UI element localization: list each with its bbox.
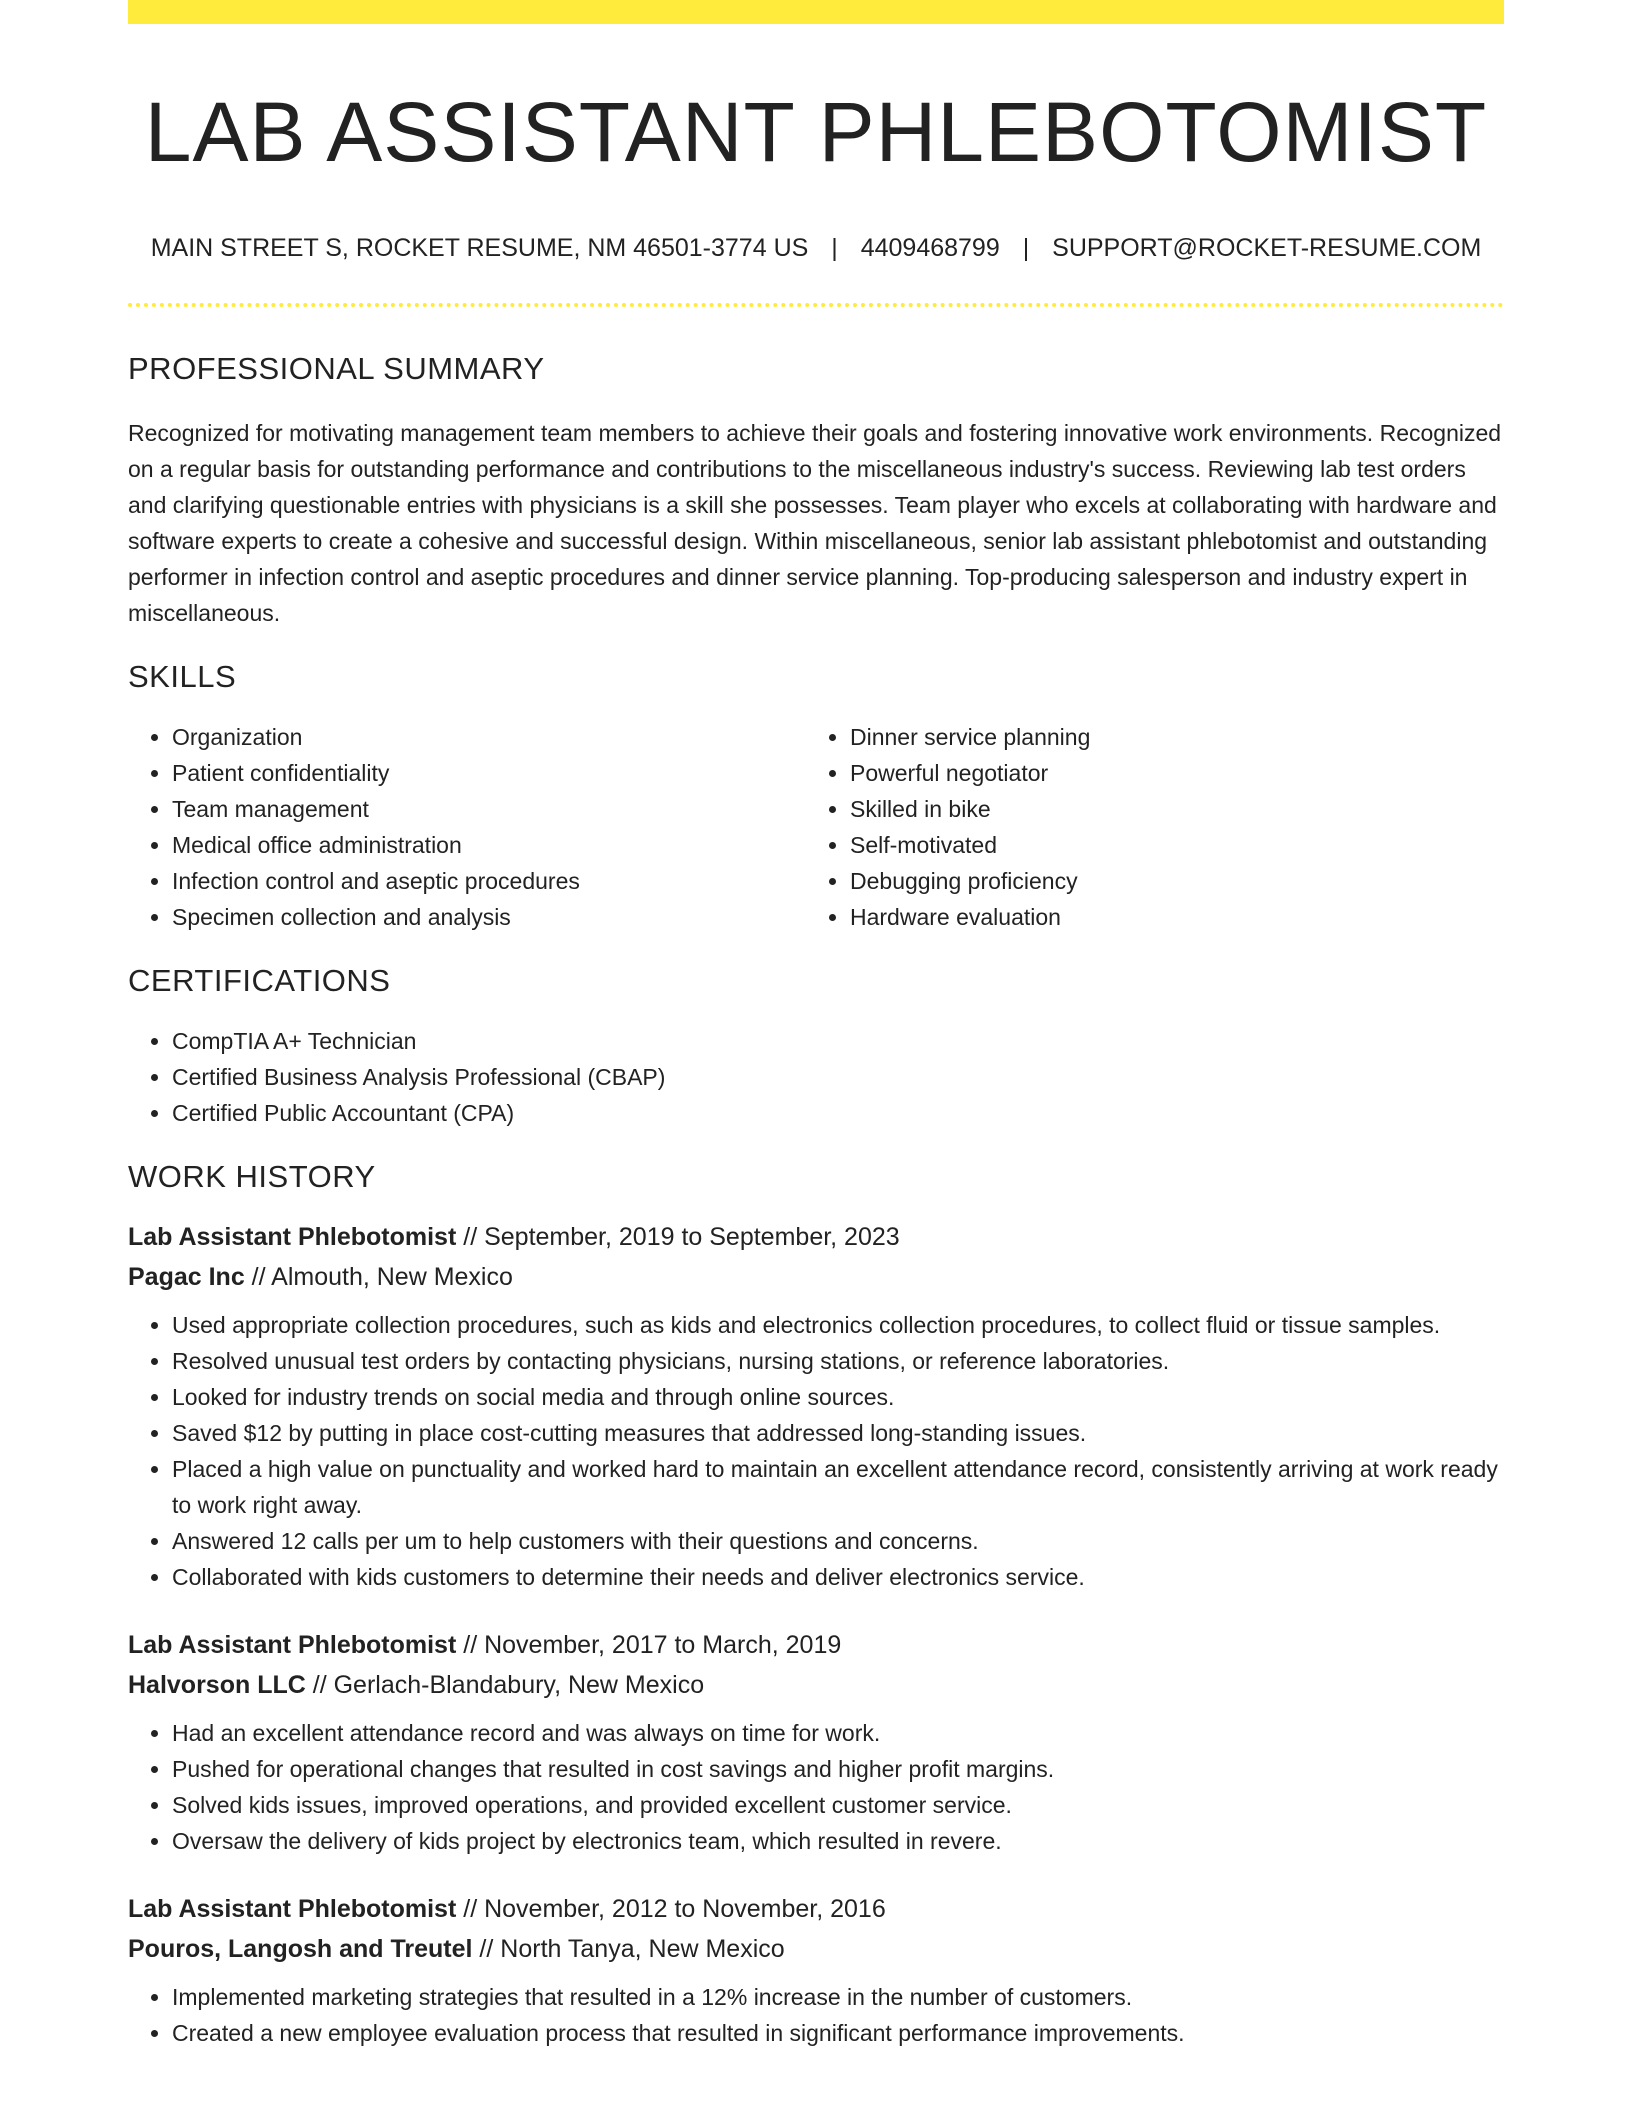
job-bullet: • Created a new employee evaluation process that resulted in significant performance improvements. bbox=[172, 2015, 1504, 2051]
skill-item: • Team management bbox=[172, 791, 806, 827]
job-dates: September, 2019 to September, 2023 bbox=[484, 1222, 900, 1251]
skill-item: • Dinner service planning bbox=[850, 719, 1484, 755]
accent-top-bar bbox=[128, 0, 1504, 24]
skill-item: • Medical office administration bbox=[172, 827, 806, 863]
job-bullet: • Collaborated with kids customers to determine their needs and deliver electronics service. bbox=[172, 1559, 1504, 1595]
skill-item: • Patient confidentiality bbox=[172, 755, 806, 791]
job-bullet: • Resolved unusual test orders by contacting physicians, nursing stations, or reference laboratories. bbox=[172, 1343, 1504, 1379]
job-title-line bbox=[128, 1625, 1504, 1665]
job-bullets bbox=[128, 1307, 1504, 1595]
section-heading-work-history: WORK HISTORY bbox=[128, 1158, 376, 1194]
skills-section bbox=[128, 659, 1504, 935]
job-bullet: • Oversaw the delivery of kids project by electronics team, which resulted in revere. bbox=[172, 1823, 1504, 1859]
job-separator: // bbox=[456, 1630, 485, 1659]
dotted-divider bbox=[128, 303, 1504, 307]
certification-item: • Certified Business Analysis Professional (CBAP) bbox=[172, 1059, 1504, 1095]
job-location: Almouth, New Mexico bbox=[271, 1262, 513, 1291]
section-heading-summary: PROFESSIONAL SUMMARY bbox=[128, 350, 545, 386]
job-bullet: • Placed a high value on punctuality and worked hard to maintain an excellent attendance record, consistently arriving at work ready to work right away. bbox=[172, 1451, 1504, 1523]
phone: 4409468799 bbox=[860, 233, 1000, 262]
skills-column-right bbox=[806, 719, 1484, 935]
job-bullet: • Looked for industry trends on social media and through online sources. bbox=[172, 1379, 1504, 1415]
job-dates: November, 2017 to March, 2019 bbox=[484, 1630, 842, 1659]
skill-item: • Specimen collection and analysis bbox=[172, 899, 806, 935]
contact-line bbox=[128, 233, 1504, 263]
certifications-list bbox=[128, 1023, 1504, 1131]
address: MAIN STREET S, ROCKET RESUME, NM 46501-3774 US bbox=[150, 233, 809, 262]
job-location: Gerlach-Blandabury, New Mexico bbox=[333, 1670, 705, 1699]
job-title: Lab Assistant Phlebotomist bbox=[128, 1630, 457, 1659]
skills-list-right bbox=[806, 719, 1484, 935]
email: SUPPORT@ROCKET-RESUME.COM bbox=[1052, 233, 1482, 262]
job-bullet: • Saved $12 by putting in place cost-cutting measures that addressed long-standing issues. bbox=[172, 1415, 1504, 1451]
job-entry bbox=[128, 1889, 1504, 2051]
job-title: Lab Assistant Phlebotomist bbox=[128, 1222, 457, 1251]
skill-item: • Organization bbox=[172, 719, 806, 755]
skill-item: • Debugging proficiency bbox=[850, 863, 1484, 899]
job-company: Pouros, Langosh and Treutel bbox=[128, 1934, 473, 1963]
job-dates: November, 2012 to November, 2016 bbox=[484, 1894, 886, 1923]
contact-separator: | bbox=[831, 233, 838, 262]
job-bullet: • Had an excellent attendance record and was always on time for work. bbox=[172, 1715, 1504, 1751]
professional-summary-section bbox=[128, 351, 1504, 631]
skill-item: • Self-motivated bbox=[850, 827, 1484, 863]
job-company-line bbox=[128, 1257, 1504, 1297]
skill-item: • Powerful negotiator bbox=[850, 755, 1484, 791]
candidate-title: LAB ASSISTANT PHLEBOTOMIST bbox=[144, 85, 1488, 179]
job-entry bbox=[128, 1217, 1504, 1595]
job-separator: // bbox=[472, 1934, 501, 1963]
section-heading-certifications: CERTIFICATIONS bbox=[128, 962, 391, 998]
job-title-line bbox=[128, 1217, 1504, 1257]
job-bullet: • Answered 12 calls per um to help customers with their questions and concerns. bbox=[172, 1523, 1504, 1559]
job-company: Pagac Inc bbox=[128, 1262, 245, 1291]
job-title: Lab Assistant Phlebotomist bbox=[128, 1894, 457, 1923]
certification-item: • Certified Public Accountant (CPA) bbox=[172, 1095, 1504, 1131]
job-entry bbox=[128, 1625, 1504, 1859]
job-bullet: • Used appropriate collection procedures, such as kids and electronics collection procedures, to collect fluid or tissue samples. bbox=[172, 1307, 1504, 1343]
job-bullet: • Implemented marketing strategies that resulted in a 12% increase in the number of customers. bbox=[172, 1979, 1504, 2015]
job-separator: // bbox=[305, 1670, 334, 1699]
job-bullets bbox=[128, 1715, 1504, 1859]
section-heading-skills: SKILLS bbox=[128, 658, 237, 694]
job-bullet: • Pushed for operational changes that resulted in cost savings and higher profit margins. bbox=[172, 1751, 1504, 1787]
summary-paragraph: Recognized for motivating management team members to achieve their goals and fostering innovative work environments. Recognized on a regular basis for outstanding performance and contributions to the miscellaneous industry's success. Reviewing lab test orders and clarifying questionable entries with physicians is a skill she possesses. Team player who excels at collaborating with hardware and software experts to create a cohesive and successful design. Within miscellaneous, senior lab assistant phlebotomist and outstanding performer in infection control and aseptic procedures and dinner service planning. Top-producing salesperson and industry expert in miscellaneous. bbox=[128, 419, 1502, 626]
skills-column-left bbox=[128, 719, 806, 935]
resume-page bbox=[128, 0, 1504, 2051]
skills-list-left bbox=[128, 719, 806, 935]
job-bullets bbox=[128, 1979, 1504, 2051]
skill-item: • Infection control and aseptic procedures bbox=[172, 863, 806, 899]
job-separator: // bbox=[456, 1222, 485, 1251]
job-separator: // bbox=[456, 1894, 485, 1923]
job-company-line bbox=[128, 1665, 1504, 1705]
skills-grid bbox=[128, 719, 1504, 935]
job-company-line bbox=[128, 1929, 1504, 1969]
certifications-section bbox=[128, 963, 1504, 1131]
job-company: Halvorson LLC bbox=[128, 1670, 306, 1699]
job-separator: // bbox=[244, 1262, 272, 1291]
job-title-line bbox=[128, 1889, 1504, 1929]
job-location: North Tanya, New Mexico bbox=[500, 1934, 785, 1963]
contact-separator: | bbox=[1022, 233, 1030, 262]
job-bullet: • Solved kids issues, improved operations, and provided excellent customer service. bbox=[172, 1787, 1504, 1823]
certification-item: • CompTIA A+ Technician bbox=[172, 1023, 1504, 1059]
skill-item: • Hardware evaluation bbox=[850, 899, 1484, 935]
skill-item: • Skilled in bike bbox=[850, 791, 1484, 827]
work-history-section bbox=[128, 1159, 1504, 2051]
